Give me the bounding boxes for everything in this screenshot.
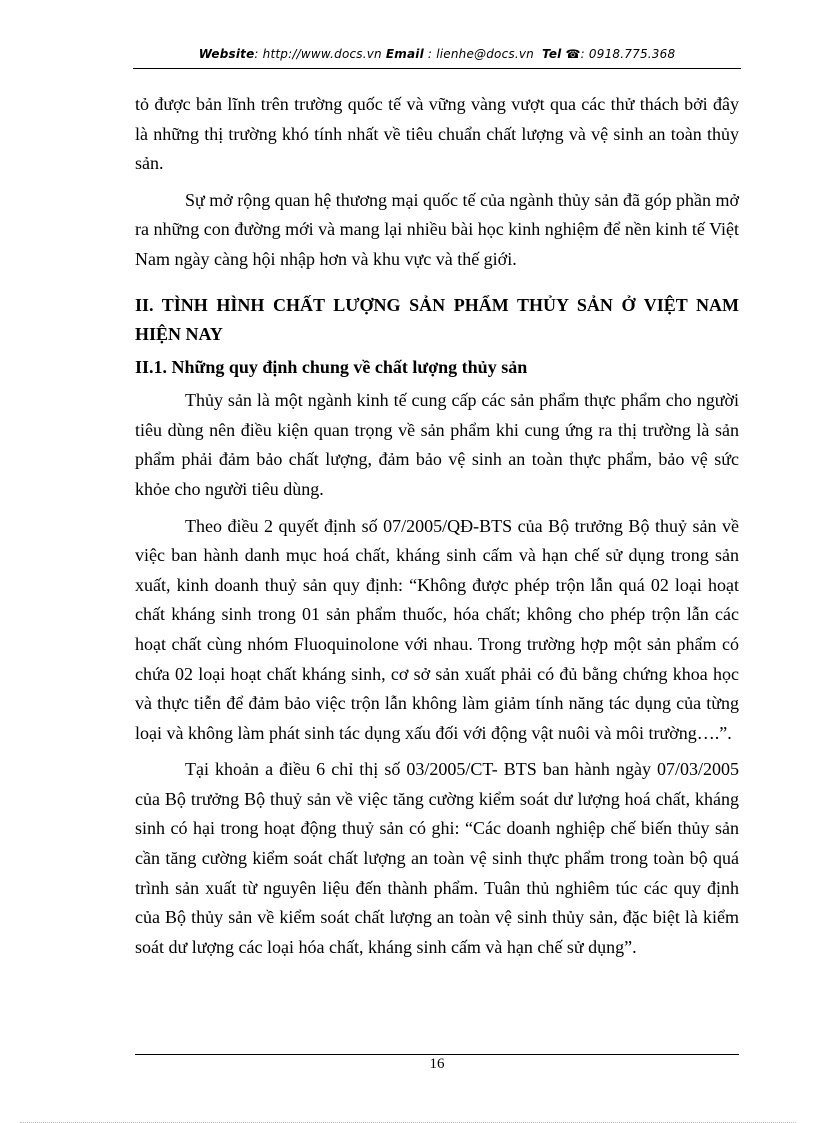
phone-icon: ☎ bbox=[565, 47, 581, 61]
section-heading: II. TÌNH HÌNH CHẤT LƯỢNG SẢN PHẨM THỦY SẢN Ở VIỆT NAM HIỆN NAY bbox=[135, 294, 739, 344]
email-value: : lienhe@docs.vn bbox=[423, 47, 534, 61]
subsection-heading: II.1. Những quy định chung về chất lượng thủy sản bbox=[135, 356, 528, 377]
email-label: Email bbox=[385, 47, 424, 61]
tel-label: Tel bbox=[542, 47, 562, 61]
page-header bbox=[133, 47, 741, 61]
paragraph-quality-requirements: Thủy sản là một ngành kinh tế cung cấp các sản phẩm thực phẩm cho người tiêu dùng nên điều kiện quan trọng về sản phẩm khi cung ứng ra thị trường là sản phẩm phải đảm bảo chất lượng, đảm bảo vệ sinh an toàn thực phẩm, bảo vệ sức khỏe cho người tiêu dùng. bbox=[135, 390, 739, 499]
paragraph-decision-07: Theo điều 2 quyết định số 07/2005/QĐ-BTS của Bộ trưởng Bộ thuỷ sản về việc ban hành danh mục hoá chất, kháng sinh cấm và hạn chế sử dụng trong sản xuất, kinh doanh thuỷ sản quy định: “Không được phép trộn lẫn quá 02 loại hoạt chất kháng sinh trong 01 sản phẩm thuốc, hóa chất; không cho phép trộn lẫn các hoạt chất cùng nhóm Fluoquinolone với nhau. Trong trường hợp một sản phẩm có chứa 02 loại hoạt chất kháng sinh, cơ sở sản xuất phải có đủ bằng chứng khoa học và thực tiễn để đảm bảo việc trộn lẫn không làm giảm tính năng tác dụng của từng loại và không làm phát sinh tác dụng xấu đối với động vật nuôi và môi trường….”. bbox=[135, 515, 739, 743]
footer-divider bbox=[135, 1054, 739, 1055]
header-divider bbox=[133, 68, 741, 69]
document-body bbox=[135, 90, 739, 969]
tel-value: : 0918.775.368 bbox=[580, 47, 676, 61]
page-number: 16 bbox=[429, 1056, 445, 1072]
paragraph-continuation: tỏ được bản lĩnh trên trường quốc tế và vững vàng vượt qua các thử thách bởi đây là những thị trường khó tính nhất về tiêu chuẩn chất lượng và vệ sinh an toàn thủy sản. bbox=[135, 94, 739, 174]
website-value: : http://www.docs.vn bbox=[254, 47, 382, 61]
paragraph-trade-relations: Sự mở rộng quan hệ thương mại quốc tế của ngành thủy sản đã góp phần mở ra những con đường mới và mang lại nhiều bài học kinh nghiệm để nền kinh tế Việt Nam ngày càng hội nhập hơn và khu vực và thế giới. bbox=[135, 189, 739, 269]
paragraph-directive-03: Tại khoản a điều 6 chỉ thị số 03/2005/CT- BTS ban hành ngày 07/03/2005 của Bộ trưởng Bộ thuỷ sản về việc tăng cường kiểm soát dư lượng hoá chất, kháng sinh có hại trong hoạt động thuỷ sản có ghi: “Các doanh nghiệp chế biến thủy sản cần tăng cường kiểm soát chất lượng an toàn vệ sinh thực phẩm trong toàn bộ quá trình sản xuất từ nguyên liệu đến thành phẩm. Tuân thủ nghiêm túc các quy định của Bộ thủy sản về kiểm soát chất lượng an toàn vệ sinh thủy sản, đặc biệt là kiểm soát dư lượng các loại hóa chất, kháng sinh cấm và hạn chế sử dụng”. bbox=[135, 759, 739, 957]
website-label: Website bbox=[198, 47, 255, 61]
